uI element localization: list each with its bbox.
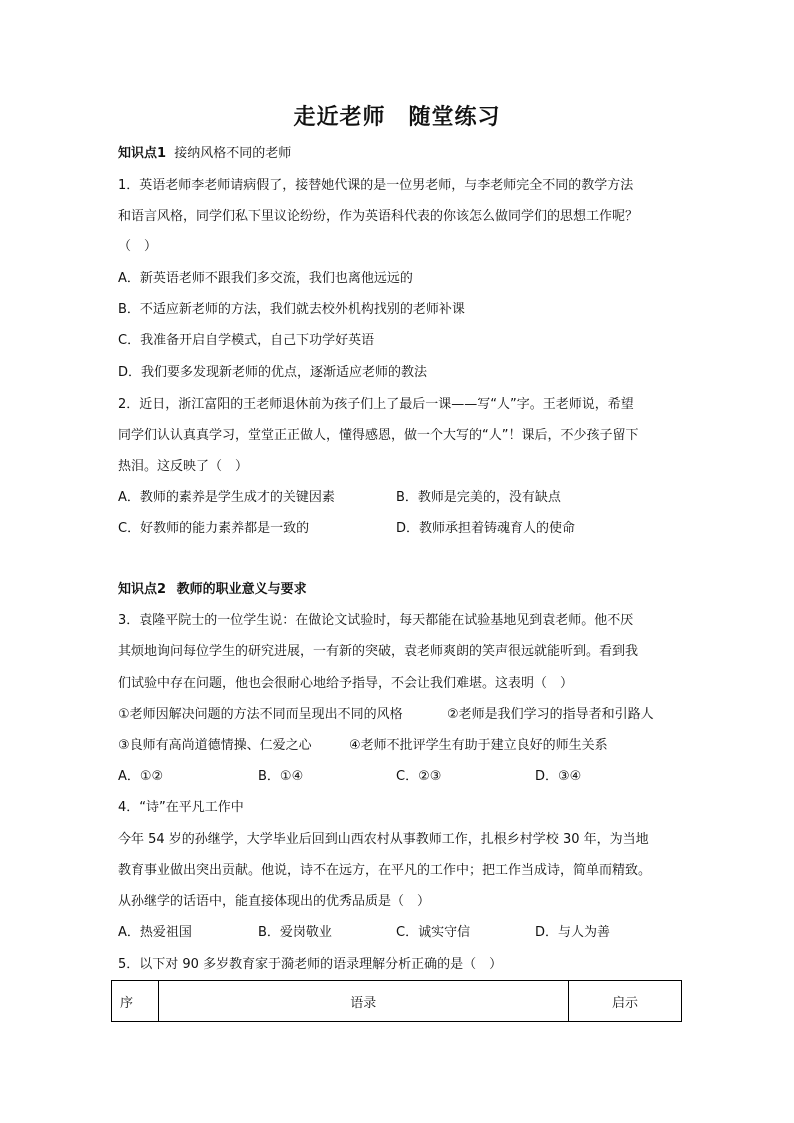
q3-statement-1: ①老师因解决问题的方法不同而呈现出不同的风格 xyxy=(118,707,403,722)
quote-table xyxy=(111,980,682,1022)
q2-line-1: 2．近日，浙江富阳的王老师退休前为孩子们上了最后一课——写“人”字。王老师说，希望 xyxy=(118,397,634,412)
knowledge-point-text: 接纳风格不同的老师 xyxy=(174,146,292,161)
q3-line-1: 3．袁隆平院士的一位学生说：在做论文试验时，每天都能在试验基地见到袁老师。他不厌 xyxy=(118,613,634,628)
q3-statement-2: ②老师是我们学习的指导者和引路人 xyxy=(447,707,654,722)
knowledge-point-1 xyxy=(118,146,291,162)
q4-heading: 4．“诗”在平凡工作中 xyxy=(118,800,244,815)
page-title: 走近老师 随堂练习 xyxy=(293,105,501,130)
q2-line-2: 同学们认认真真学习，堂堂正正做人，懂得感恩，做一个大写的“人”！课后，不少孩子留下 xyxy=(118,428,639,443)
knowledge-point-label: 知识点1 xyxy=(118,146,167,161)
q3-option-c: C．②③ xyxy=(396,769,442,784)
q4-line-2: 教育事业做出突出贡献。他说，诗不在远方，在平凡的工作中；把工作当成诗，简单而精致。 xyxy=(118,863,652,878)
q5-line-1: 5．以下对 90 多岁教育家于漪老师的语录理解分析正确的是（ ） xyxy=(118,957,503,972)
table-header-quote: 语录 xyxy=(158,981,568,1022)
q1-option-d: D．我们要多发现新老师的优点，逐渐适应老师的教法 xyxy=(118,365,428,380)
q3-statement-4: ④老师不批评学生有助于建立良好的师生关系 xyxy=(349,738,608,753)
q1-bracket: （ ） xyxy=(118,239,158,254)
knowledge-point-text: 教师的职业意义与要求 xyxy=(176,582,307,597)
q4-option-d: D．与人为善 xyxy=(535,925,611,940)
q1-line-2: 和语言风格，同学们私下里议论纷纷，作为英语科代表的你该怎么做同学们的思想工作呢？ xyxy=(118,209,639,224)
q1-option-a: A．新英语老师不跟我们多交流，我们也离他远远的 xyxy=(118,271,413,286)
q4-option-c: C．诚实守信 xyxy=(396,925,471,940)
q3-line-2: 其烦地询问每位学生的研究进展，一有新的突破，袁老师爽朗的笑声很远就能听到。看到我 xyxy=(118,644,639,659)
q4-line-1: 今年 54 岁的孙继学，大学毕业后回到山西农村从事教师工作，扎根乡村学校 30 年，为当地 xyxy=(118,832,649,847)
q2-option-c: C．好教师的能力素养都是一致的 xyxy=(118,521,310,536)
q3-statement-3: ③良师有高尚道德情操、仁爱之心 xyxy=(118,738,312,753)
q4-line-3: 从孙继学的话语中，能直接体现出的优秀品质是（ ） xyxy=(118,894,431,909)
knowledge-point-2 xyxy=(118,582,307,598)
q3-option-a: A．①② xyxy=(118,769,164,784)
q4-option-b: B．爱岗敬业 xyxy=(258,925,332,940)
q1-option-c: C．我准备开启自学模式，自己下功学好英语 xyxy=(118,333,375,348)
q2-line-3: 热泪。这反映了（ ） xyxy=(118,459,249,474)
q2-option-a: A．教师的素养是学生成才的关键因素 xyxy=(118,490,335,505)
table-header-insight: 启示 xyxy=(568,981,681,1022)
q2-option-b: B．教师是完美的，没有缺点 xyxy=(396,490,561,505)
q3-option-d: D．③④ xyxy=(535,769,582,784)
table-header-row xyxy=(112,981,682,1022)
q2-options-row-1 xyxy=(118,490,335,506)
q3-line-3: 们试验中存在问题，他也会很耐心地给予指导，不会让我们难堪。这表明（ ） xyxy=(118,676,574,691)
q2-option-d: D．教师承担着铸魂育人的使命 xyxy=(396,521,576,536)
knowledge-point-label: 知识点2 xyxy=(118,582,167,597)
q1-option-b: B．不适应新老师的方法，我们就去校外机构找别的老师补课 xyxy=(118,302,465,317)
q3-option-b: B．①④ xyxy=(258,769,304,784)
q4-option-a: A．热爱祖国 xyxy=(118,925,192,940)
q1-line-1: 1．英语老师李老师请病假了，接替她代课的是一位男老师，与李老师完全不同的教学方法 xyxy=(118,178,634,193)
table-header-index: 序 xyxy=(112,981,159,1022)
